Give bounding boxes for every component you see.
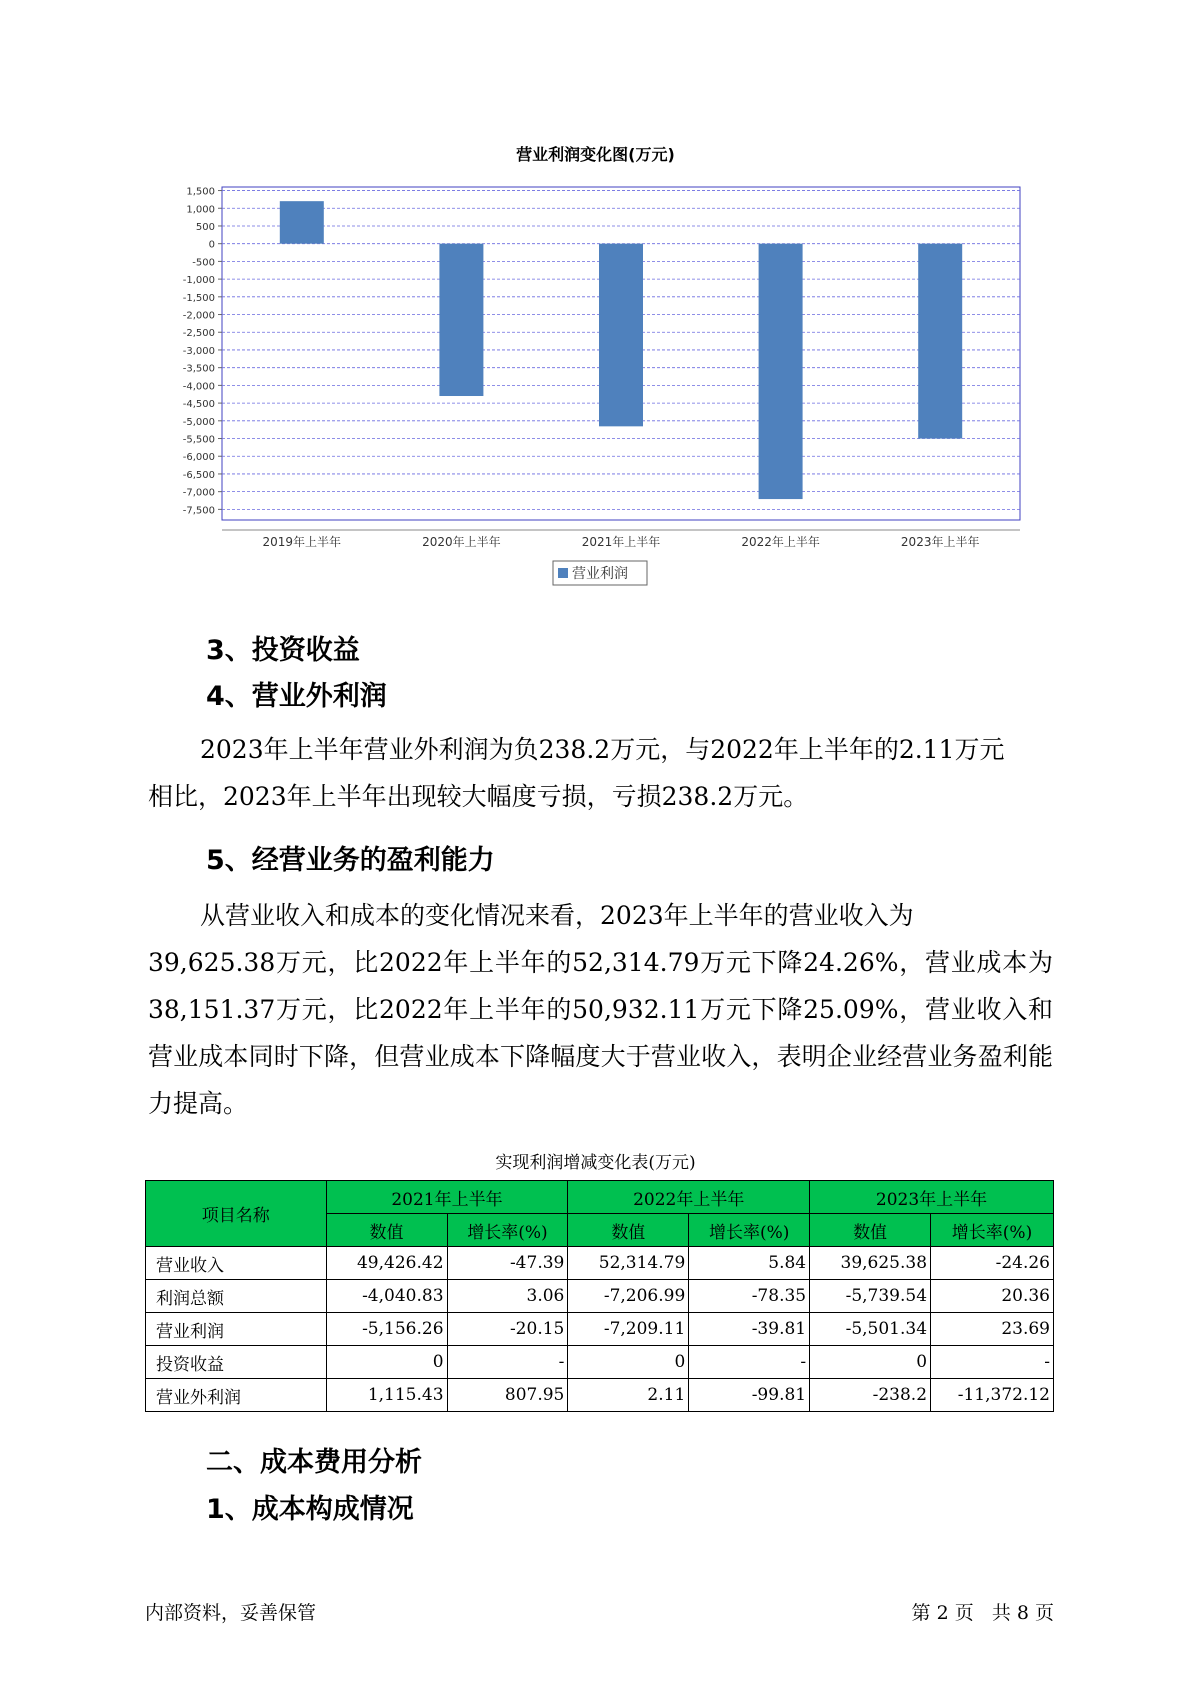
cell-value: 39,625.38 xyxy=(810,1247,931,1280)
cell-value: -7,206.99 xyxy=(568,1280,689,1313)
bar xyxy=(599,244,643,427)
cell-value: 0 xyxy=(326,1346,447,1379)
x-tick-label: 2020年上半年 xyxy=(422,535,501,549)
cell-growth: -11,372.12 xyxy=(931,1379,1054,1412)
header-year: 2021年上半年 xyxy=(326,1181,568,1214)
row-name: 营业利润 xyxy=(146,1313,327,1346)
legend-label: 营业利润 xyxy=(572,566,628,582)
cell-growth: 807.95 xyxy=(447,1379,568,1412)
header-growth: 增长率(%) xyxy=(689,1214,810,1247)
bar xyxy=(280,201,324,244)
bar xyxy=(439,244,483,396)
y-tick-label: 1,000 xyxy=(186,204,215,216)
table-row xyxy=(146,1247,1054,1280)
bar xyxy=(918,244,962,439)
header-item-name: 项目名称 xyxy=(146,1181,327,1247)
cell-value: 1,115.43 xyxy=(326,1379,447,1412)
y-tick-label: 1,500 xyxy=(186,186,215,198)
table-title: 实现利润增减变化表(万元) xyxy=(495,1153,696,1173)
cell-growth: 5.84 xyxy=(689,1247,810,1280)
cell-growth: 3.06 xyxy=(447,1280,568,1313)
paragraph-profitability xyxy=(148,892,1053,1127)
x-tick-label: 2021年上半年 xyxy=(581,535,661,549)
y-tick-label: -3,500 xyxy=(182,363,215,375)
cell-growth: -78.35 xyxy=(689,1280,810,1313)
table-row xyxy=(146,1280,1054,1313)
heading-profitability: 5、经营业务的盈利能力 xyxy=(206,845,495,876)
table-row xyxy=(146,1346,1054,1379)
row-name: 营业收入 xyxy=(146,1247,327,1280)
cell-value: -7,209.11 xyxy=(568,1313,689,1346)
y-tick-label: 500 xyxy=(195,221,215,233)
y-tick-label: -5,000 xyxy=(182,416,215,428)
cell-growth: -24.26 xyxy=(931,1247,1054,1280)
y-tick-label: -1,000 xyxy=(182,275,215,287)
cell-growth: 23.69 xyxy=(931,1313,1054,1346)
table-row xyxy=(146,1379,1054,1412)
table-row xyxy=(146,1313,1054,1346)
heading-non-operating-profit: 4、营业外利润 xyxy=(206,681,387,712)
paragraph-line: 2023年上半年营业外利润为负238.2万元，与2022年上半年的2.11万元 xyxy=(200,735,1005,764)
cell-value: -4,040.83 xyxy=(326,1280,447,1313)
row-name: 利润总额 xyxy=(146,1280,327,1313)
y-tick-label: 0 xyxy=(208,239,215,251)
cell-growth: 20.36 xyxy=(931,1280,1054,1313)
cell-value: -238.2 xyxy=(810,1379,931,1412)
cell-growth: -39.81 xyxy=(689,1313,810,1346)
header-value: 数值 xyxy=(568,1214,689,1247)
header-year: 2022年上半年 xyxy=(568,1181,810,1214)
y-tick-label: -7,500 xyxy=(182,505,215,517)
cell-value: 0 xyxy=(810,1346,931,1379)
header-value: 数值 xyxy=(326,1214,447,1247)
x-tick-label: 2019年上半年 xyxy=(262,535,342,549)
profit-change-table xyxy=(145,1180,1054,1412)
y-tick-label: -3,000 xyxy=(182,345,215,357)
operating-profit-chart xyxy=(0,0,1191,600)
header-growth: 增长率(%) xyxy=(447,1214,568,1247)
cell-value: 0 xyxy=(568,1346,689,1379)
y-tick-label: -1,500 xyxy=(182,292,215,304)
y-tick-label: -4,000 xyxy=(182,381,215,393)
footer-page-number: 第 2 页 共 8 页 xyxy=(911,1602,1054,1624)
header-growth: 增长率(%) xyxy=(931,1214,1054,1247)
footer-confidential: 内部资料，妥善保管 xyxy=(145,1602,317,1624)
paragraph-non-operating-profit xyxy=(148,726,1053,820)
y-tick-label: -5,500 xyxy=(182,434,215,446)
x-tick-label: 2023年上半年 xyxy=(900,535,980,549)
cell-value: -5,739.54 xyxy=(810,1280,931,1313)
cell-value: -5,156.26 xyxy=(326,1313,447,1346)
row-name: 营业外利润 xyxy=(146,1379,327,1412)
cell-growth: - xyxy=(931,1346,1054,1379)
y-tick-label: -2,500 xyxy=(182,328,215,340)
cell-value: 49,426.42 xyxy=(326,1247,447,1280)
legend-swatch xyxy=(558,568,568,578)
cell-growth: -20.15 xyxy=(447,1313,568,1346)
cell-growth: - xyxy=(447,1346,568,1379)
table-header-row xyxy=(146,1181,1054,1214)
cell-value: 2.11 xyxy=(568,1379,689,1412)
y-tick-label: -2,000 xyxy=(182,310,215,322)
chart-title: 营业利润变化图(万元) xyxy=(516,145,675,164)
heading-cost-structure: 1、成本构成情况 xyxy=(206,1494,414,1525)
y-tick-label: -7,000 xyxy=(182,487,215,499)
heading-cost-analysis: 二、成本费用分析 xyxy=(206,1447,422,1478)
y-tick-label: -6,500 xyxy=(182,469,215,481)
y-tick-label: -500 xyxy=(192,257,215,269)
header-year: 2023年上半年 xyxy=(810,1181,1054,1214)
cell-growth: -99.81 xyxy=(689,1379,810,1412)
x-tick-label: 2022年上半年 xyxy=(741,535,820,549)
cell-value: -5,501.34 xyxy=(810,1313,931,1346)
paragraph-line: 相比，2023年上半年出现较大幅度亏损，亏损238.2万元。 xyxy=(148,782,809,811)
bar xyxy=(759,244,803,499)
y-tick-label: -6,000 xyxy=(182,452,215,464)
header-value: 数值 xyxy=(810,1214,931,1247)
cell-value: 52,314.79 xyxy=(568,1247,689,1280)
paragraph-line: 从营业收入和成本的变化情况来看，2023年上半年的营业收入为 xyxy=(200,901,914,930)
y-tick-label: -4,500 xyxy=(182,399,215,411)
row-name: 投资收益 xyxy=(146,1346,327,1379)
cell-growth: -47.39 xyxy=(447,1247,568,1280)
cell-growth: - xyxy=(689,1346,810,1379)
heading-investment-income: 3、投资收益 xyxy=(206,635,360,666)
paragraph-text: 39,625.38万元，比2022年上半年的52,314.79万元下降24.26%，营业成本为38,151.37万元，比2022年上半年的50,932.11万元下降25.09%，营业收入和营业成本同时下降，但营业成本下降幅度大于营业收入，表明企业经营业务盈利能力提高。 xyxy=(148,948,1053,1118)
